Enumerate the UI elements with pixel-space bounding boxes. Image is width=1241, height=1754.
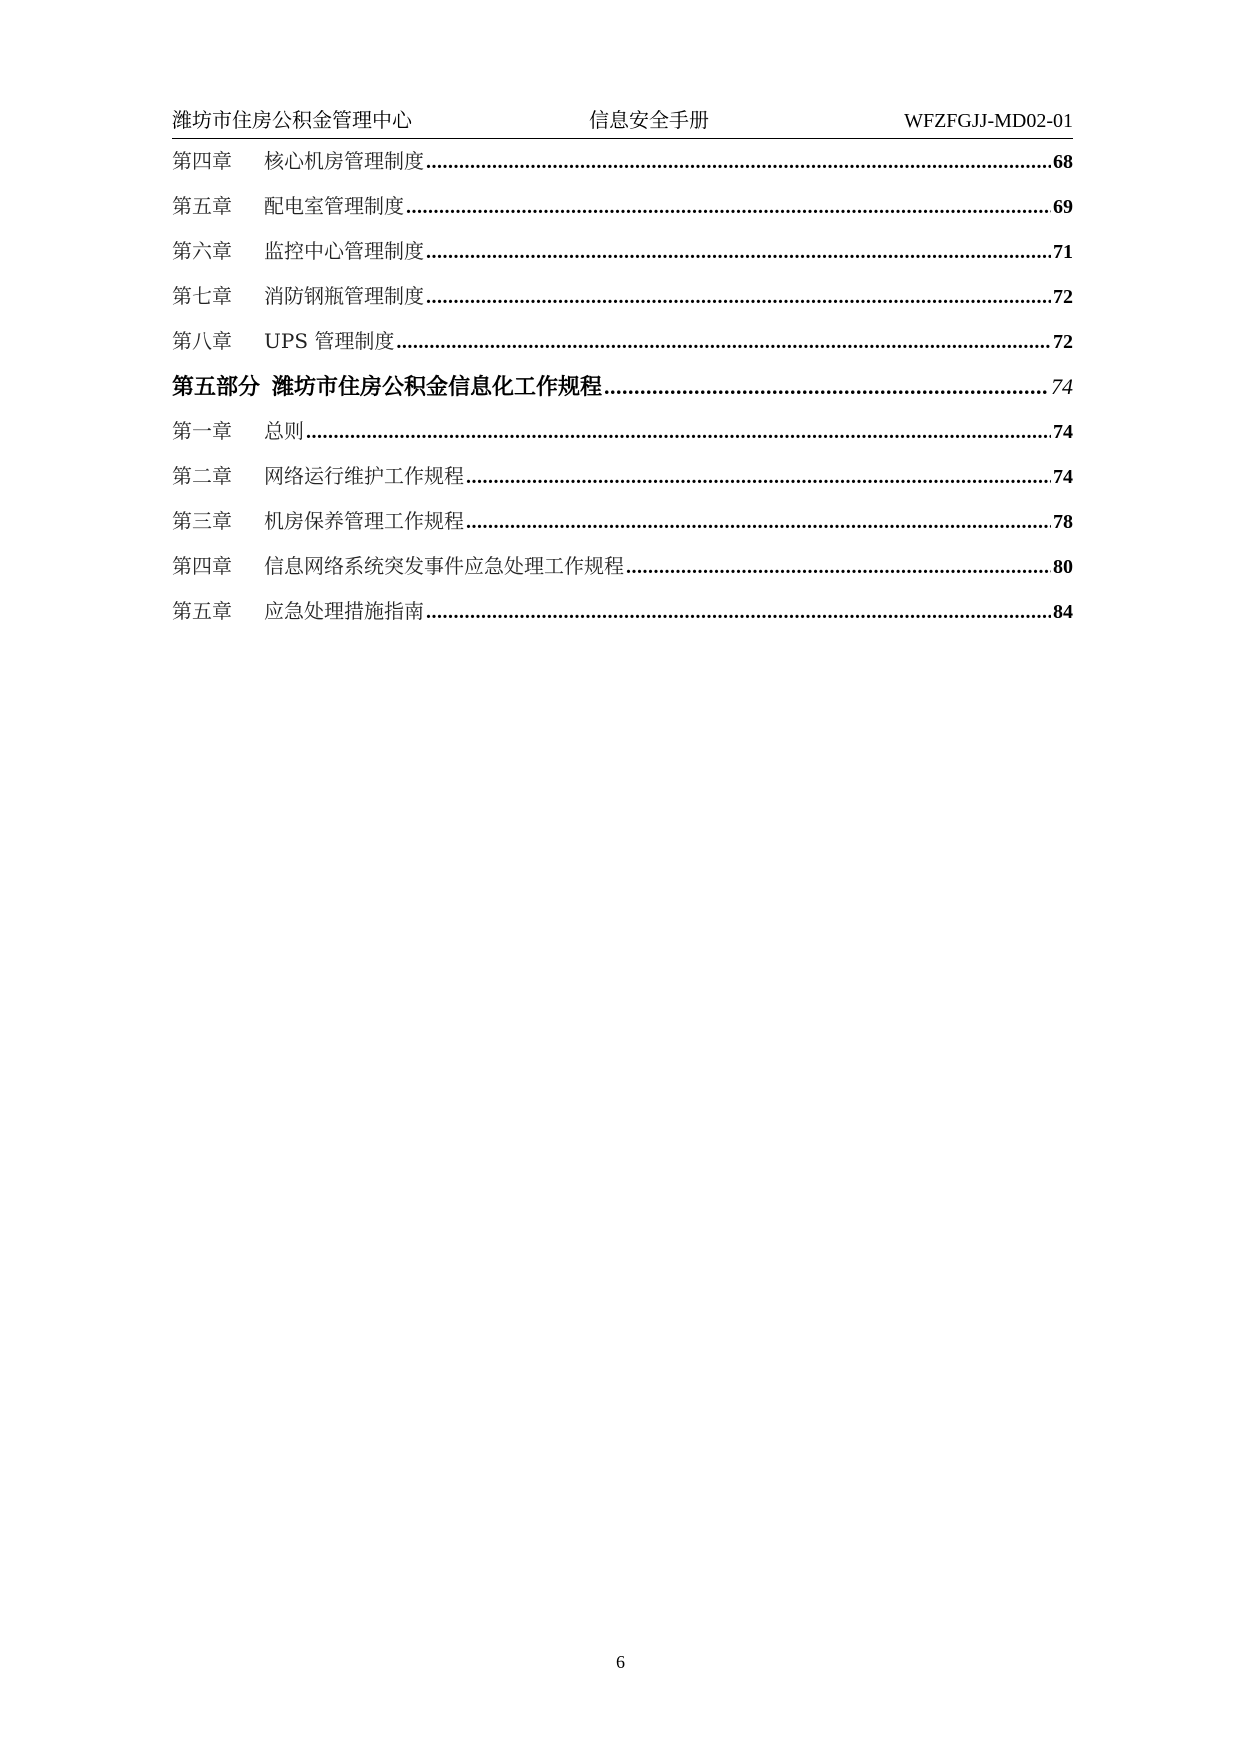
- dot-leader: [426, 230, 1051, 275]
- dot-leader: [406, 185, 1051, 230]
- toc-page-number: 74: [1053, 421, 1073, 443]
- toc-entry[interactable]: [172, 589, 1073, 634]
- toc-entry[interactable]: [172, 184, 1073, 229]
- toc-entry-title: 核心机房管理制度: [264, 149, 424, 173]
- toc-entry-title: 应急处理措施指南: [264, 599, 424, 623]
- toc-chapter-number: 第七章: [172, 284, 232, 308]
- toc-page-number: 74: [1051, 374, 1073, 399]
- toc-page-number: 72: [1053, 286, 1073, 308]
- toc-entry-title: 监控中心管理制度: [264, 239, 424, 263]
- dot-leader: [626, 545, 1051, 590]
- page-header: [172, 108, 1073, 139]
- toc-chapter-number: 第六章: [172, 239, 232, 263]
- toc-entry[interactable]: [172, 229, 1073, 274]
- toc-part-title: 潍坊市住房公积金信息化工作规程: [272, 374, 603, 400]
- header-document-code: WFZFGJJ-MD02-01: [904, 110, 1073, 132]
- toc-entry-title: 信息网络系统突发事件应急处理工作规程: [264, 554, 624, 578]
- toc-entry-title: 网络运行维护工作规程: [264, 464, 464, 488]
- toc-page-number: 74: [1053, 466, 1073, 488]
- toc-entry[interactable]: [172, 274, 1073, 319]
- toc-chapter-number: 第五章: [172, 599, 232, 623]
- toc-page-number: 69: [1053, 196, 1073, 218]
- toc-page-number: 78: [1053, 511, 1073, 533]
- toc-entry[interactable]: [172, 139, 1073, 184]
- toc-chapter-number: 第五章: [172, 194, 232, 218]
- toc-chapter-number: 第四章: [172, 554, 232, 578]
- dot-leader: [426, 590, 1051, 635]
- toc-page-number: 68: [1053, 151, 1073, 173]
- dot-leader: [466, 500, 1051, 545]
- toc-entry[interactable]: [172, 409, 1073, 454]
- dot-leader: [426, 140, 1051, 185]
- toc-entry-title: 配电室管理制度: [264, 194, 404, 218]
- toc-entry-title: 机房保养管理工作规程: [264, 509, 464, 533]
- toc-chapter-number: 第四章: [172, 149, 232, 173]
- toc-part-number: 第五部分: [172, 374, 261, 400]
- toc-entry-title: 消防钢瓶管理制度: [264, 284, 424, 308]
- toc-page-number: 80: [1053, 556, 1073, 578]
- footer-page-number: 6: [616, 1652, 625, 1672]
- header-document-title: 信息安全手册: [589, 110, 709, 132]
- dot-leader: [306, 410, 1051, 455]
- toc-entry[interactable]: [172, 319, 1073, 364]
- toc-entry-title: UPS 管理制度: [264, 329, 395, 353]
- dot-leader: [466, 455, 1051, 500]
- toc-chapter-number: 第三章: [172, 509, 232, 533]
- dot-leader: [604, 364, 1049, 409]
- dot-leader: [396, 320, 1051, 365]
- toc-entry[interactable]: [172, 454, 1073, 499]
- header-organization: 潍坊市住房公积金管理中心: [172, 110, 412, 132]
- table-of-contents: [172, 139, 1073, 634]
- page-footer: [0, 1652, 1241, 1673]
- toc-entry[interactable]: [172, 499, 1073, 544]
- toc-entry[interactable]: [172, 544, 1073, 589]
- toc-entry-title: 总则: [264, 419, 304, 443]
- toc-chapter-number: 第二章: [172, 464, 232, 488]
- toc-chapter-number: 第八章: [172, 329, 232, 353]
- toc-chapter-number: 第一章: [172, 419, 232, 443]
- dot-leader: [426, 275, 1051, 320]
- toc-page-number: 72: [1053, 331, 1073, 353]
- toc-page-number: 71: [1053, 241, 1073, 263]
- toc-part-entry[interactable]: [172, 364, 1073, 409]
- toc-page-number: 84: [1053, 601, 1073, 623]
